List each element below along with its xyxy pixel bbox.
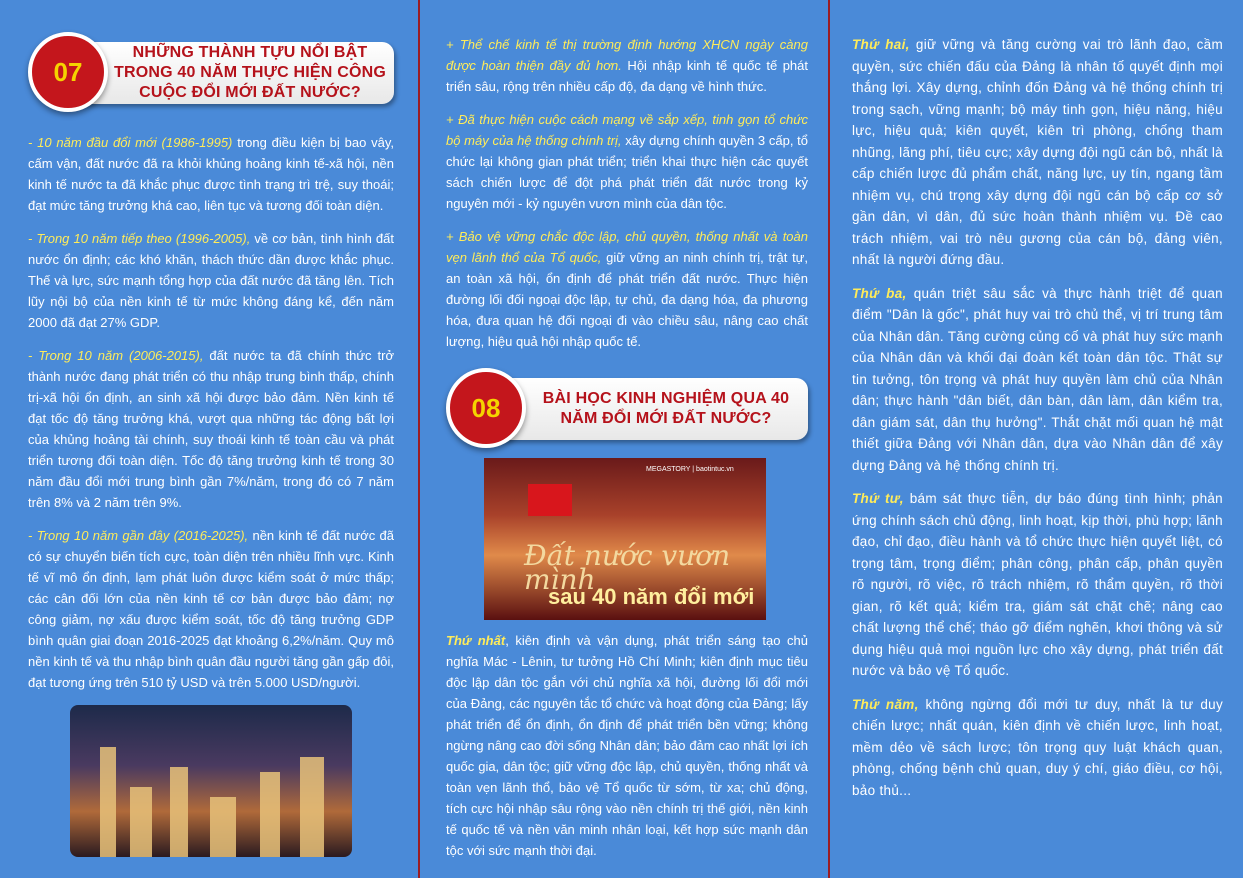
paragraph-2006-2015: - Trong 10 năm (2006-2015), đất nước ta đã chính thức trở thành nước đang phát triển có thu nhập trung bình thấp, chính trị-xã hội ổn định, an sinh xã hội được bảo đảm. Nền kinh tế đạt tốc độ tăng trưởng khá, vượt qua những tác động bất lợi của khủng hoảng tài chính, suy thoái kinh tế toàn cầu và phát triển tương đối toàn diện. Tốc độ tăng trưởng kinh tế trong 30 năm đầu đổi mới trung bình gần 7%/năm, trong đó có 7 năm trên 8% và 2 năm trên 9%. [28, 348, 394, 510]
paragraph-1986-1995: - 10 năm đầu đổi mới (1986-1995) trong điều kiện bị bao vây, cấm vận, đất nước đã ra khỏi khủng hoảng kinh tế-xã hội, nền kinh tế nước ta đã khắc phục được tình trạng trì trệ, suy thoái; đạt mức tăng trưởng khá cao, liên tục và tương đối toàn diện. [28, 135, 394, 213]
paragraph-apparatus-reform: + Đã thực hiện cuộc cách mạng về sắp xếp, tinh gọn tổ chức bộ máy của hệ thống chính trị, xây dựng chính quyền 3 cấp, tổ chức lại không gian phát triển; triển khai thực hiện các quyết sách chiến lược để đột phá phát triển đất nước trong kỷ nguyên mới - kỷ nguyên vươn mình của dân tộc. [446, 112, 808, 211]
column-1 [0, 0, 418, 878]
section-07-header [28, 28, 394, 118]
flag-shape [528, 484, 572, 516]
city-night-photo [70, 705, 352, 857]
poster-brand: MEGASTORY | baotintuc.vn [646, 466, 734, 473]
section-07-title: NHỮNG THÀNH TỰU NỔI BẬT TRONG 40 NĂM THỰC HIỆN CÔNG CUỘC ĐỔI MỚI ĐẤT NƯỚC? [113, 44, 387, 101]
column-3 [830, 0, 1243, 878]
paragraph-third-lesson: Thứ ba, quán triệt sâu sắc và thực hành triệt để quan điểm "Dân là gốc", phát huy vai trò chủ thể, vị trí trung tâm của Nhân dân. Tăng cường củng cố và phát huy sức mạnh của Nhân dân và khối đại đoàn kết toàn dân tộc. Thật sự tin tưởng, tôn trọng và phát huy quyền làm chủ của Nhân dân; thực hành "dân biết, dân bàn, dân làm, dân kiểm tra, dân giám sát, dân thụ hưởng". Thắt chặt mối quan hệ mật thiết giữa Đảng với Nhân dân, dựa vào Nhân dân để xây dựng Đảng và hệ thống chính trị. [852, 285, 1223, 473]
poster-script-text: Đất nước vươn mình [524, 539, 731, 596]
section-08-title: BÀI HỌC KINH NGHIỆM QUA 40 NĂM ĐỔI MỚI ĐẤT NƯỚC? [542, 390, 790, 427]
paragraph-2016-2025: - Trong 10 năm gần đây (2016-2025), nền kinh tế đất nước đã có sự chuyển biến tích cực, toàn diện trên nhiều lĩnh vực. Kinh tế vĩ mô ổn định, lạm phát luôn được kiểm soát ở mức thấp; các cân đối lớn của nền kinh tế cơ bản được bảo đảm; nợ công giảm, nợ xấu được kiểm soát, tốc độ tăng trưởng GDP bình quân giai đoạn 2016-2025 đạt khoảng 6,2%/năm. Quy mô nền kinh tế và thu nhập bình quân đầu người tăng gần gấp đôi, đạt tương ứng trên 510 tỷ USD và trên 5.000 USD/người. [28, 528, 394, 690]
section-07-number-badge: 07 [28, 32, 108, 112]
section-08-number-badge: 08 [446, 368, 526, 448]
paragraph-fifth-lesson: Thứ năm, không ngừng đổi mới tư duy, nhất là tư duy chiến lược; nhất quán, kiên định về chiến lược, linh hoạt, mềm dẻo về sách lược; tôn trọng quy luật khách quan, phòng, chống bệnh chủ quan, duy ý chí, giáo điều, cơ hội, bảo thủ... [852, 696, 1223, 798]
paragraph-fourth-lesson: Thứ tư, bám sát thực tiễn, dự báo đúng tình hình; phản ứng chính sách chủ động, linh hoạt, kịp thời, phù hợp; lãnh đạo, chỉ đạo, điều hành và tổ chức thực hiện quyết liệt, có trọng tâm, trọng điểm; phân công, phân cấp, phân quyền rõ người, rõ việc, rõ trách nhiệm, rõ thẩm quyền, rõ thời gian, rõ kết quả; kiểm tra, giám sát chặt chẽ; nâng cao chất lượng thể chế; tháo gỡ điểm nghẽn, khơi thông và sử dụng hiệu quả mọi nguồn lực cho xây dựng, phát triển đất nước và bảo vệ Tổ quốc. [852, 491, 1223, 678]
paragraph-1996-2005: - Trong 10 năm tiếp theo (1996-2005), về cơ bản, tình hình đất nước ổn định; các khó khăn, thách thức dần được khắc phục. Thế và lực, sức mạnh tổng hợp của đất nước đã tăng lên. Tích lũy nội bộ của nền kinh tế từ mức không đáng kể, đến năm 2000 đã đạt 27% GDP. [28, 231, 394, 330]
poster-image [484, 458, 766, 620]
paragraph-first-lesson: Thứ nhất, kiên định và vận dụng, phát triển sáng tạo chủ nghĩa Mác - Lênin, tư tưởng Hồ Chí Minh; kiên định mục tiêu độc lập dân tộc gắn với chủ nghĩa xã hội, đường lối đổi mới của Đảng, các nguyên tắc tổ chức và hoạt động của Đảng; lấy phát triển để ổn định, ổn định để phát triển bền vững; không ngừng nâng cao đời sống Nhân dân; bảo đảm cao nhất lợi ích quốc gia, dân tộc; giữ vững độc lập, chủ quyền, thống nhất và toàn vẹn lãnh thổ, bảo vệ Tổ quốc từ sớm, từ xa; chủ động, tích cực hội nhập sâu rộng vào nền chính trị thế giới, nền kinh tế quốc tế và nền văn minh nhân loại, kết hợp sức mạnh dân tộc với sức mạnh thời đại. [446, 633, 808, 858]
poster-tagline: sau 40 năm đổi mới [548, 584, 755, 609]
paragraph-sovereignty: + Bảo vệ vững chắc độc lập, chủ quyền, thống nhất và toàn vẹn lãnh thổ của Tổ quốc, giữ vững an ninh chính trị, trật tự, an toàn xã hội, ổn định để phát triển đất nước. Thực hiện đường lối đối ngoại độc lập, tự chủ, đa dạng hóa, đa phương hóa, đưa quan hệ đối ngoại đi vào chiều sâu, nâng cao chất lượng, hiệu quả hội nhập quốc tế. [446, 229, 808, 349]
column-2 [420, 0, 828, 878]
paragraph-second-lesson: Thứ hai, giữ vững và tăng cường vai trò lãnh đạo, cầm quyền, sức chiến đấu của Đảng là nhân tố quyết định mọi thắng lợi. Xây dựng, chỉnh đốn Đảng và hệ thống chính trị trong sạch, vững mạnh; bộ máy tinh gọn, hiệu năng, hiệu lực, hiệu quả; kiên quyết, kiên trì phòng, chống tham nhũng, lãng phí, tiêu cực; xây dựng đội ngũ cán bộ, nhất là cấp chiến lược đủ phẩm chất, năng lực, uy tín, ngang tầm nhiệm vụ, chú trọng xây dựng đội ngũ cán bộ cấp cơ sở gần dân, vì dân, đủ sức hoàn thành nhiệm vụ. Đề cao trách nhiệm, vai trò nêu gương của cán bộ, đảng viên, nhất là người đứng đầu. [852, 37, 1223, 267]
paragraph-market-economy: + Thể chế kinh tế thị trường định hướng XHCN ngày càng được hoàn thiện đầy đủ hơn. Hội nhập kinh tế quốc tế phát triển sâu, rộng trên nhiều cấp độ, đa dạng về hình thức. [446, 37, 809, 94]
section-08-header [446, 364, 808, 454]
